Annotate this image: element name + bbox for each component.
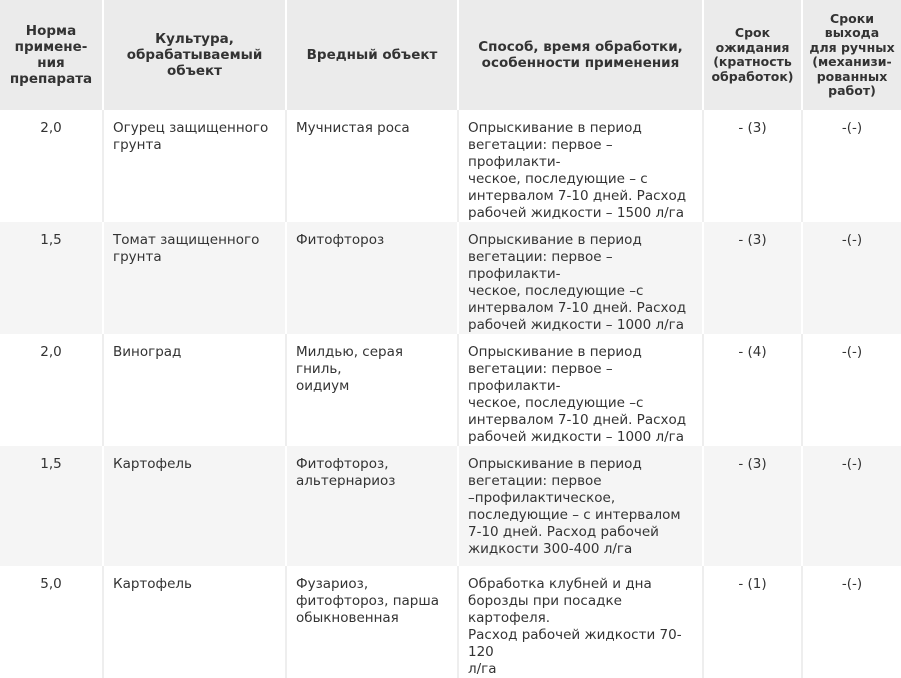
table-row [0,222,901,334]
table-row [0,334,901,446]
cell-waiting: - (3) [704,110,803,222]
cell-method: Обработка клубней и дна борозды при посадке картофеля. Расход рабочей жидкости 70-120 л/га [459,566,704,678]
cell-rate: 1,5 [0,446,104,566]
header-pest: Вредный объект [287,0,459,110]
cell-pest: Мучнистая роса [287,110,459,222]
cell-exit: -(-) [803,446,901,566]
cell-exit: -(-) [803,334,901,446]
table-body [0,110,901,678]
cell-method: Опрыскивание в период вегетации: первое –профилакти- ческое, последующие –с интервалом 7-10 дней. Расход рабочей жидкости – 1000 л/га [459,334,704,446]
cell-crop: Огурец защищенного грунта [104,110,287,222]
table-row [0,110,901,222]
cell-method: Опрыскивание в период вегетации: первое –профилактическое, последующие – с интервалом 7-10 дней. Расход рабочей жидкости 300-400 л/га [459,446,704,566]
cell-crop: Картофель [104,566,287,678]
header-row [0,0,901,110]
cell-exit: -(-) [803,222,901,334]
header-rate: Норма примене- ния препарата [0,0,104,110]
cell-waiting: - (3) [704,446,803,566]
header-waiting: Срок ожидания (кратность обработок) [704,0,803,110]
table-row [0,566,901,678]
cell-crop: Виноград [104,334,287,446]
cell-method: Опрыскивание в период вегетации: первое – профилакти- ческое, последующие – с интервалом 7-10 дней. Расход рабочей жидкости – 1500 л/га [459,110,704,222]
cell-waiting: - (4) [704,334,803,446]
cell-pest: Милдью, серая гниль, оидиум [287,334,459,446]
cell-rate: 2,0 [0,110,104,222]
table-header [0,0,901,110]
cell-exit: -(-) [803,110,901,222]
cell-pest: Фитофтороз [287,222,459,334]
cell-method: Опрыскивание в период вегетации: первое –профилакти- ческое, последующие –с интервалом 7-10 дней. Расход рабочей жидкости – 1000 л/га [459,222,704,334]
cell-crop: Томат защищенного грунта [104,222,287,334]
cell-waiting: - (1) [704,566,803,678]
cell-rate: 2,0 [0,334,104,446]
cell-exit: -(-) [803,566,901,678]
cell-crop: Картофель [104,446,287,566]
cell-pest: Фузариоз, фитофтороз, парша обыкновенная [287,566,459,678]
table-row [0,446,901,566]
header-method: Способ, время обработки, особенности применения [459,0,704,110]
cell-waiting: - (3) [704,222,803,334]
cell-rate: 1,5 [0,222,104,334]
cell-pest: Фитофтороз, альтернариоз [287,446,459,566]
header-crop: Культура, обрабатываемый объект [104,0,287,110]
cell-rate: 5,0 [0,566,104,678]
header-exit: Сроки выхода для ручных (механизи- рованных работ) [803,0,901,110]
